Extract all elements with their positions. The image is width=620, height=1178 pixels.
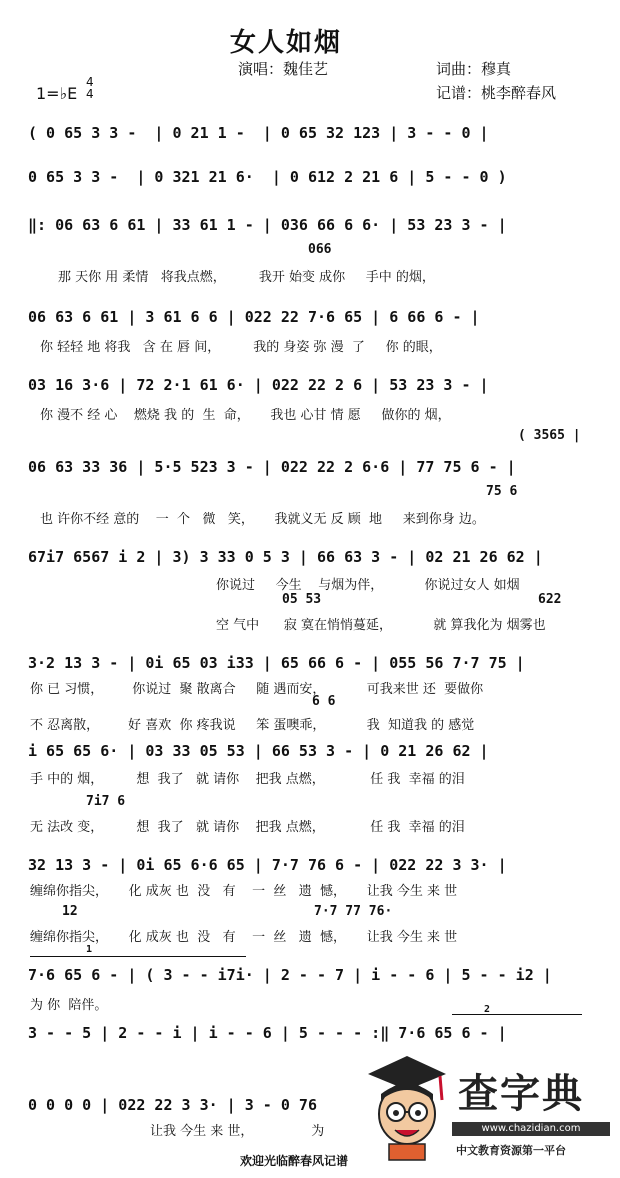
notation-line-13: 0 0 0 0 | 022 22 3 3· | 3 - 0 76	[28, 1096, 317, 1114]
transcriber-credit: 记谱：桃李醉春风	[436, 84, 557, 102]
notation-line-7: 67i7 6567 i 2 | 3) 3 33 0 5 3 | 66 63 3 - | 02 21 26 62 |	[28, 548, 543, 566]
lyrics-line-10a: 缠绵你指尖， 化 成灰 也 没 有 一 丝 遗 憾， 让我 今生 来 世	[30, 884, 458, 899]
notation-line-9: i 65 65 6· | 03 33 05 53 | 66 53 3 - | 0 21 26 62 |	[28, 742, 489, 760]
key-signature: 1=♭E	[36, 84, 78, 103]
notation-line-10-alt1: 12	[62, 904, 78, 919]
notation-line-2: 0 65 3 3 - | 0 321 21 6· | 0 612 2 21 6 | 5 - - 0 )	[28, 168, 507, 186]
lyrics-line-9a: 手 中的 烟， 想 我了 就 请你 把我 点燃， 任 我 幸福 的泪	[30, 772, 465, 787]
watermark-url: www.chazidian.com	[452, 1122, 610, 1136]
notation-line-10-alt2: 7·7 77 76·	[314, 904, 393, 919]
pickup-notes: ( 3565 |	[518, 428, 581, 443]
notation-line-5: 03 16 3·6 | 72 2·1 61 6· | 022 22 2 6 | 53 23 3 - |	[28, 376, 489, 394]
lyrics-line-8b: 不 忍离散， 好 喜欢 你 疼我说 笨 蛋噢乖， 我 知道我 的 感觉	[30, 718, 475, 733]
footer-text: 欢迎光临醉春风记谱	[240, 1154, 349, 1168]
lyrics-line-7b: 空 气中 寂 寞在悄悄蔓延， 就 算我化为 烟雾也	[216, 618, 546, 633]
notation-line-6: 06 63 33 36 | 5·5 523 3 - | 022 22 2 6·6 | 77 75 6 - |	[28, 458, 516, 476]
notation-line-8: 3·2 13 3 - | 0i 65 03 i33 | 65 66 6 - | 055 56 7·7 75 |	[28, 654, 525, 672]
lyrics-line-4: 你 轻轻 地 将我 含 在 唇 间， 我的 身姿 弥 漫 了 你 的眼，	[40, 340, 442, 355]
singer-credit: 演唱：魏佳艺	[238, 60, 329, 78]
notation-line-4: 06 63 6 61 | 3 61 6 6 | 022 22 7·6 65 | 6 66 6 - |	[28, 308, 480, 326]
volta-2-bracket	[452, 1014, 582, 1015]
notation-line-6-alt: 75 6	[486, 484, 518, 499]
notation-line-12: 3 - - 5 | 2 - - i | i - - 6 | 5 - - - :‖ 7·6 65 6 - |	[28, 1024, 507, 1042]
notation-line-1: ( 0 65 3 3 - | 0 21 1 - | 0 65 32 123 | 3 - - 0 |	[28, 124, 489, 142]
lyrics-line-7a: 你说过 今生 与烟为伴， 你说过女人 如烟	[216, 578, 520, 593]
song-title: 女人如烟	[230, 28, 343, 58]
watermark-logo	[360, 1052, 612, 1164]
notation-line-10: 32 13 3 - | 0i 65 6·6 65 | 7·7 76 6 - | 022 22 3 3· |	[28, 856, 507, 874]
lyrics-line-6: 也 许你不经 意的 一 个 微 笑， 我就义无 反 顾 地 来到你身 边。	[40, 512, 485, 527]
mascot-icon	[362, 1052, 452, 1162]
notation-line-3-alt: 066	[308, 242, 332, 257]
lyrics-line-8a: 你 已 习惯， 你说过 聚 散离合 随 遇而安， 可我来世 还 要做你	[30, 682, 484, 697]
notation-line-8-alt: 6 6	[312, 694, 336, 709]
lyrics-line-5: 你 漫不 经 心 燃烧 我 的 生 命， 我也 心甘 情 愿 做你的 烟，	[40, 408, 451, 423]
lyrics-line-13: 让我 今生 来 世， 为	[150, 1124, 325, 1139]
lyrics-line-11: 为 你 陪伴。	[30, 998, 108, 1013]
lyrics-line-9b: 无 法改 变， 想 我了 就 请你 把我 点燃， 任 我 幸福 的泪	[30, 820, 465, 835]
notation-line-11: 7·6 65 6 - | ( 3 - - i7i· | 2 - - 7 | i - - 6 | 5 - - i2 |	[28, 966, 552, 984]
notation-line-3: ‖: 06 63 6 61 | 33 61 1 - | 036 66 6 6· | 53 23 3 - |	[28, 216, 507, 234]
volta-2-label: 2	[484, 1004, 491, 1015]
notation-line-9-alt: 7i7 6	[86, 794, 126, 809]
notation-line-7-alt1: 05 53	[282, 592, 322, 607]
lyricist-credit: 词曲：穆真	[436, 60, 512, 78]
notation-line-7-alt2: 622	[538, 592, 562, 607]
volta-1-label: 1	[86, 944, 93, 955]
meter-top: 4	[86, 75, 94, 89]
lyrics-line-3: 那 天你 用 柔情 将我点燃， 我开 始变 成你 手中 的烟，	[58, 270, 435, 285]
meter-bottom: 4	[86, 87, 94, 101]
volta-1-bracket	[30, 956, 246, 957]
watermark-name: 查字典	[458, 1071, 584, 1117]
time-signature	[86, 76, 94, 100]
lyrics-line-10b: 缠绵你指尖， 化 成灰 也 没 有 一 丝 遗 憾， 让我 今生 来 世	[30, 930, 458, 945]
watermark-tagline: 中文教育资源第一平台	[456, 1144, 566, 1157]
